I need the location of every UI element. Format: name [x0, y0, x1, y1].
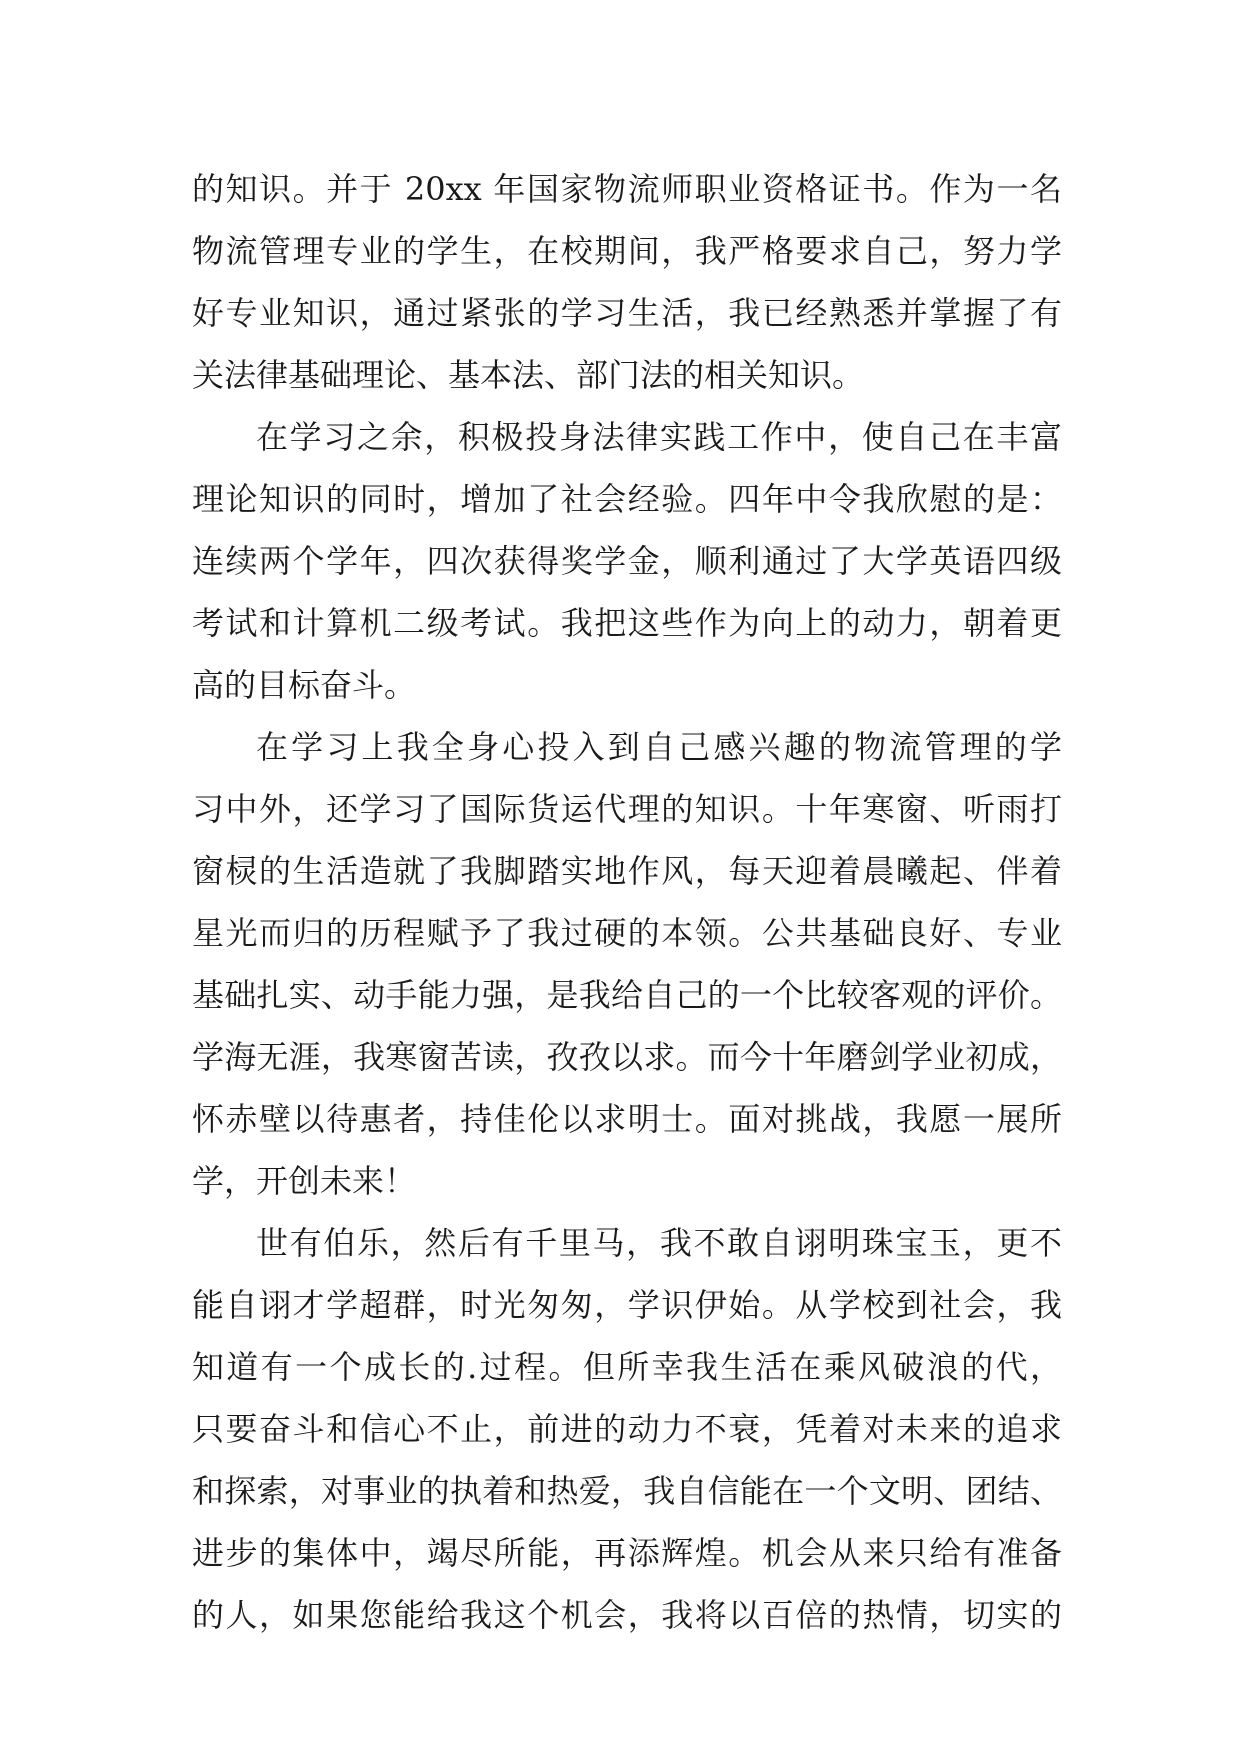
text-line: 的知识。并于 20xx 年国家物流师职业资格证书。作为一名	[192, 170, 1062, 208]
text-line: 理论知识的同时，增加了社会经验。四年中令我欣慰的是：	[192, 480, 1062, 518]
text-line: 高的目标奋斗。	[192, 666, 417, 704]
text-line: 学海无涯，我寒窗苦读，孜孜以求。而今十年磨剑学业初成，	[192, 1038, 1062, 1076]
text-line: 物流管理专业的学生，在校期间，我严格要求自己，努力学	[192, 232, 1062, 270]
text-line: 连续两个学年，四次获得奖学金，顺利通过了大学英语四级	[192, 542, 1062, 580]
body-text	[192, 158, 1062, 1646]
text-line: 进步的集体中，竭尽所能，再添辉煌。机会从来只给有准备	[192, 1534, 1062, 1572]
text-line: 在学习上我全身心投入到自己感兴趣的物流管理的学	[256, 728, 1062, 766]
text-line: 好专业知识，通过紧张的学习生活，我已经熟悉并掌握了有	[192, 294, 1062, 332]
text-line: 怀赤壁以待惠者，持佳伦以求明士。面对挑战，我愿一展所	[192, 1100, 1062, 1138]
text-line: 的人，如果您能给我这个机会，我将以百倍的热情，切实的	[192, 1596, 1062, 1634]
text-line: 知道有一个成长的.过程。但所幸我生活在乘风破浪的代，	[192, 1348, 1062, 1386]
text-line: 基础扎实、动手能力强，是我给自己的一个比较客观的评价。	[192, 976, 1062, 1014]
text-line: 和探索，对事业的执着和热爱，我自信能在一个文明、团结、	[192, 1472, 1062, 1510]
text-line: 窗棂的生活造就了我脚踏实地作风，每天迎着晨曦起、伴着	[192, 852, 1062, 890]
text-line: 在学习之余，积极投身法律实践工作中，使自己在丰富	[256, 418, 1062, 456]
text-line: 关法律基础理论、基本法、部门法的相关知识。	[192, 356, 865, 394]
text-line: 只要奋斗和信心不止，前进的动力不衰，凭着对未来的追求	[192, 1410, 1062, 1448]
text-line: 习中外，还学习了国际货运代理的知识。十年寒窗、听雨打	[192, 790, 1062, 828]
text-line: 星光而归的历程赋予了我过硬的本领。公共基础良好、专业	[192, 914, 1062, 952]
text-line: 世有伯乐，然后有千里马，我不敢自诩明珠宝玉，更不	[256, 1224, 1062, 1262]
text-line: 考试和计算机二级考试。我把这些作为向上的动力，朝着更	[192, 604, 1062, 642]
text-line: 能自诩才学超群，时光匆匆，学识伊始。从学校到社会，我	[192, 1286, 1062, 1324]
text-line: 学，开创未来！	[192, 1162, 417, 1200]
